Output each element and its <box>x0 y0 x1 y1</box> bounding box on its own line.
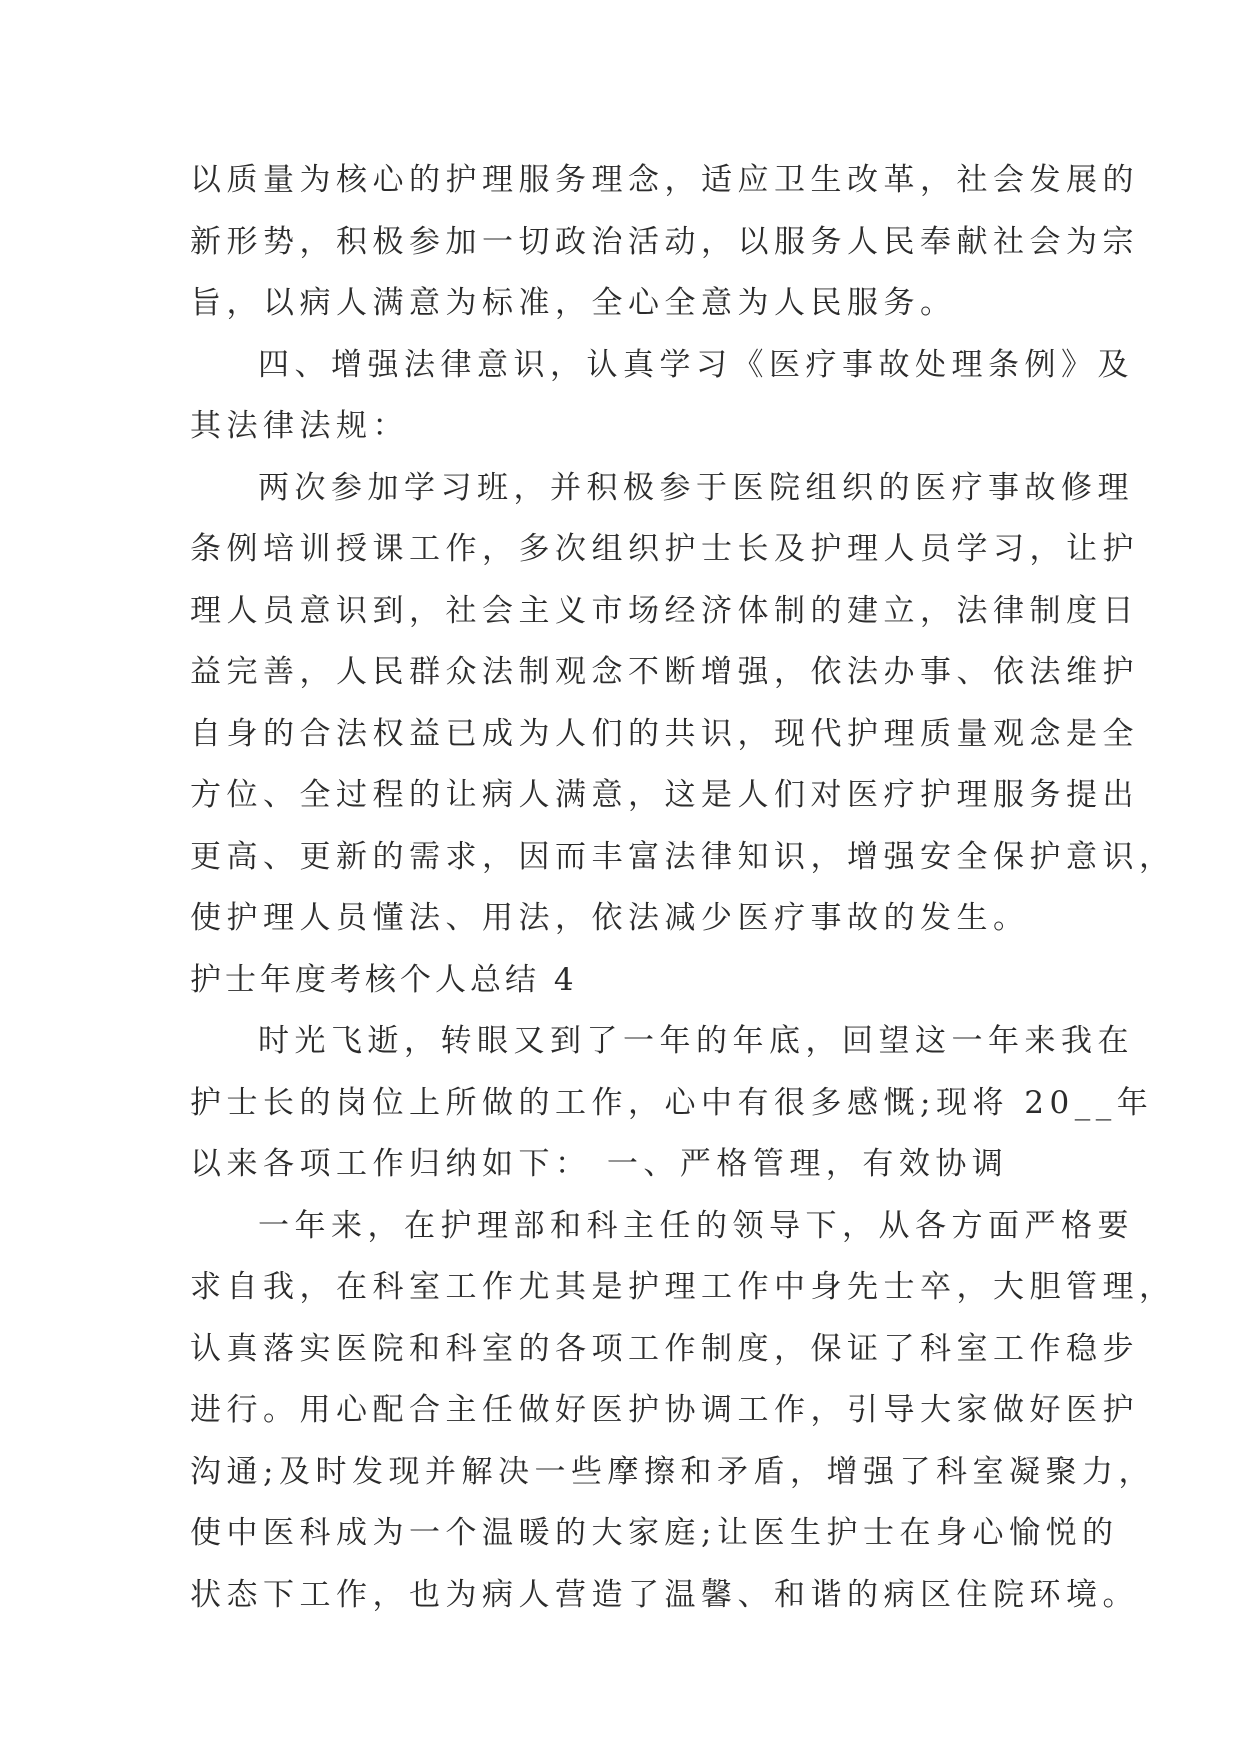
text-line: 时光飞逝，转眼又到了一年的年底，回望这一年来我在 <box>258 1023 1134 1059</box>
document-body <box>190 150 1176 1626</box>
text-line: 求自我，在科室工作尤其是护理工作中身先士卒，大胆管理， <box>190 1269 1176 1305</box>
text-line: 进行。用心配合主任做好医护协调工作，引导大家做好医护 <box>190 1392 1139 1428</box>
text-line: 其法律法规： <box>190 408 409 444</box>
text-line: 以来各项工作归纳如下： 一、严格管理，有效协调 <box>190 1146 1009 1182</box>
text-line: 状态下工作，也为病人营造了温馨、和谐的病区住院环境。 <box>190 1576 1139 1613</box>
text-line: 一年来，在护理部和科主任的领导下，从各方面严格要 <box>258 1207 1134 1244</box>
text-line: 以质量为核心的护理服务理念，适应卫生改革，社会发展的 <box>190 162 1139 198</box>
text-line: 新形势，积极参加一切政治活动，以服务人民奉献社会为宗 <box>190 223 1139 260</box>
text-line: 自身的合法权益已成为人们的共识，现代护理质量观念是全 <box>190 715 1139 752</box>
text-line: 益完善，人民群众法制观念不断增强，依法办事、依法维护 <box>190 654 1139 690</box>
text-line: 使中医科成为一个温暖的大家庭;让医生护士在身心愉悦的 <box>190 1515 1119 1551</box>
text-line: 认真落实医院和科室的各项工作制度，保证了科室工作稳步 <box>190 1330 1139 1367</box>
text-line: 沟通;及时发现并解决一些摩擦和矛盾，增强了科室凝聚力， <box>190 1453 1155 1490</box>
text-line: 四、增强法律意识，认真学习《医疗事故处理条例》及 <box>258 346 1134 383</box>
text-line: 条例培训授课工作，多次组织护士长及护理人员学习，让护 <box>190 531 1139 567</box>
text-line: 更高、更新的需求，因而丰富法律知识，增强安全保护意识， <box>190 838 1176 875</box>
text-line: 方位、全过程的让病人满意，这是人们对医疗护理服务提出 <box>190 777 1139 813</box>
text-line: 使护理人员懂法、用法，依法减少医疗事故的发生。 <box>190 900 1030 936</box>
section-heading: 护士年度考核个人总结 4 <box>190 961 578 998</box>
text-line: 旨，以病人满意为标准，全心全意为人民服务。 <box>190 285 957 321</box>
text-line: 理人员意识到，社会主义市场经济体制的建立，法律制度日 <box>190 592 1139 629</box>
text-line: 两次参加学习班，并积极参于医院组织的医疗事故修理 <box>258 469 1134 506</box>
text-line: 护士长的岗位上所做的工作，心中有很多感慨;现将 20__年 <box>190 1084 1154 1121</box>
